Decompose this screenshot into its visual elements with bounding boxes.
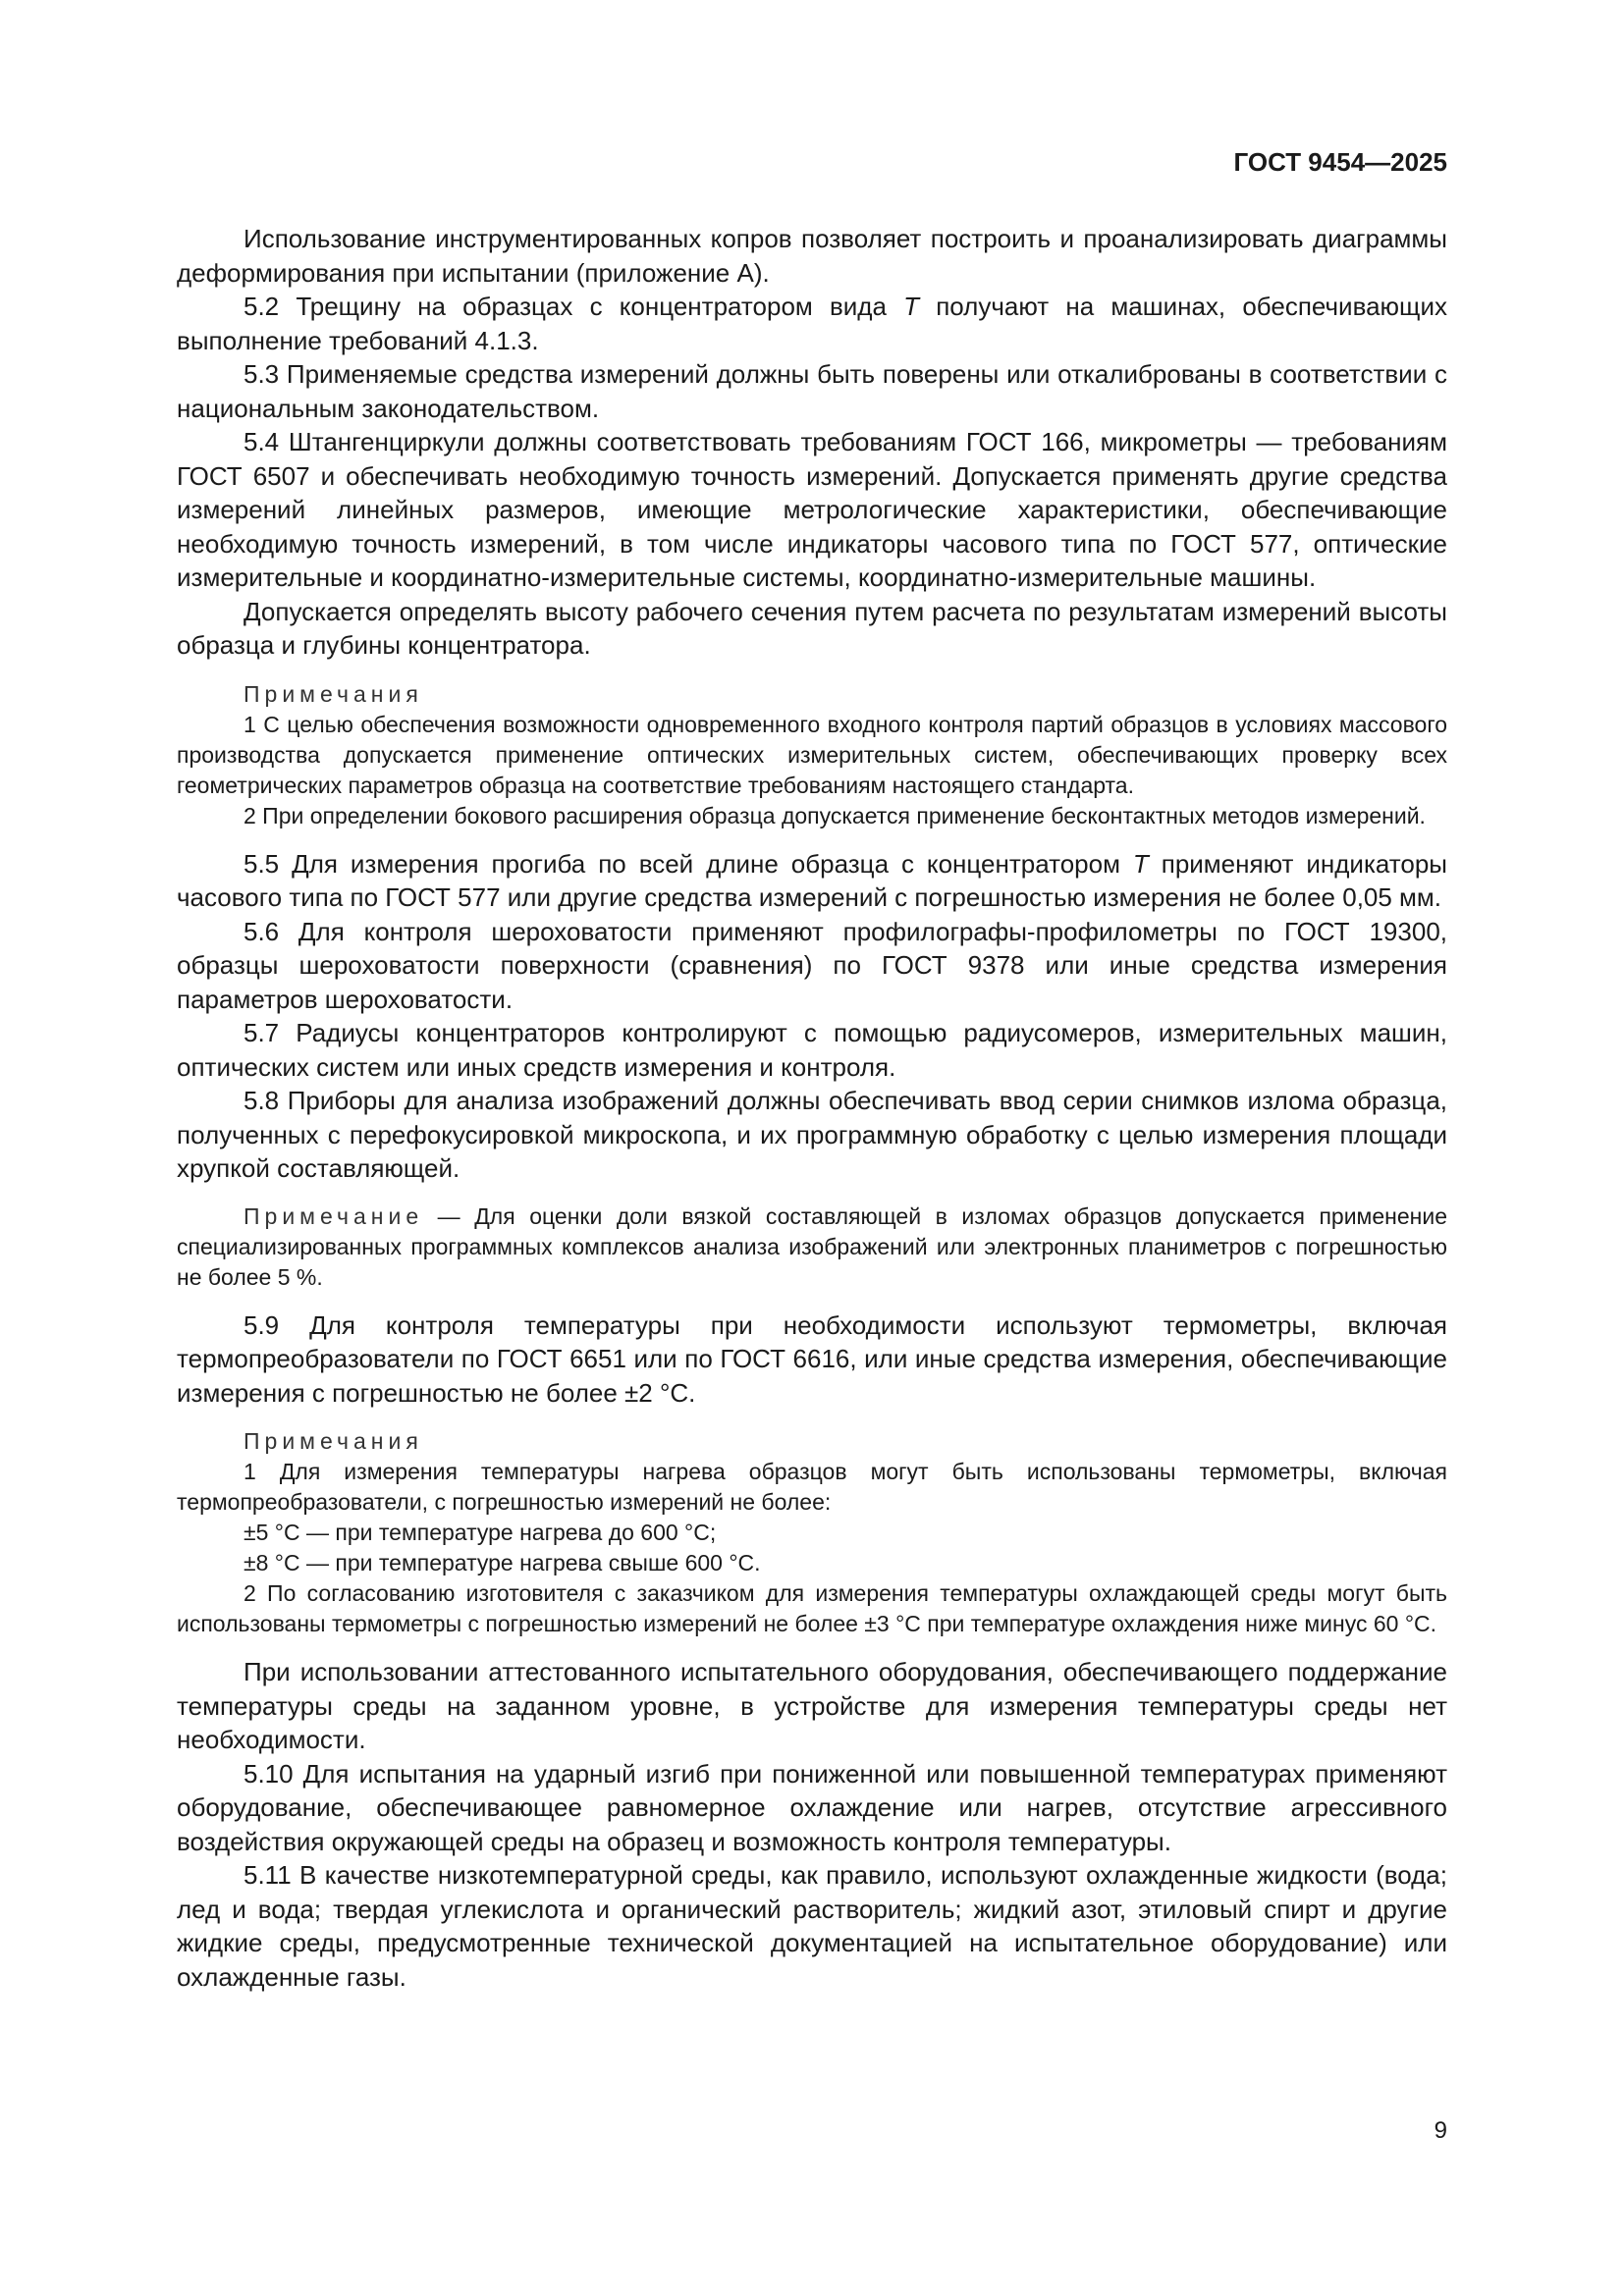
paragraph-5-2-part-a: 5.2 Трещину на образцах с концентратором вида — [244, 292, 904, 321]
paragraph-5-4: 5.4 Штангенциркули должны соответствовать требованиям ГОСТ 166, микрометры — требованиям ГОСТ 6507 и обеспечивать необходимую точность измерений. Допускается применять другие средства измерений линейных размеров, имеющие метрологические характеристики, обеспечивающие необходимую точность измерений, в том числе индикаторы часового типа по ГОСТ 577, оптические измерительные и координатно-измерительные системы, координатно-измерительные машины. — [177, 427, 1447, 592]
paragraph-5-5 — [177, 847, 1447, 915]
paragraph-5-2 — [177, 290, 1447, 357]
paragraph-5-5-part-b: применяют индикаторы часового типа по ГОСТ 577 или другие средства измерений с погрешностью измерения не более 0,05 мм. — [177, 848, 1447, 912]
notes-title: Примечания — [244, 680, 423, 707]
document-id-header: ГОСТ 9454—2025 — [1233, 147, 1447, 177]
paragraph-certified-equipment: При использовании аттестованного испытательного оборудования, обеспечивающего поддержание температуры среды на заданном уровне, в устройстве для измерения температуры среды нет необходимости. — [177, 1657, 1447, 1754]
note-block-2 — [177, 1201, 1447, 1293]
paragraph-5-6: 5.6 Для контроля шероховатости применяют профилографы-профилометры по ГОСТ 19300, образцы шероховатости поверхности (сравнения) по ГОСТ 9378 или иные средства измерения параметров шероховатости. — [177, 916, 1447, 1014]
paragraph-5-2-notch-type: Т — [903, 292, 920, 321]
paragraph-5-3: 5.3 Применяемые средства измерений должны быть поверены или откалиброваны в соответствии с национальным законодательством. — [177, 359, 1447, 423]
paragraph-5-7: 5.7 Радиусы концентраторов контролируют с помощью радиусомеров, измерительных машин, оптических систем или иных средств измерения и контроля. — [177, 1018, 1447, 1082]
note-item-1: 1 С целью обеспечения возможности одновременного входного контроля партий образцов в условиях массового производства допускается применение оптических измерительных систем, обеспечивающих проверку всех геометрических параметров образца на соответствие требованиям настоящего стандарта. — [177, 711, 1447, 798]
paragraph-5-5-part-a: 5.5 Для измерения прогиба по всей длине образца с концентратором — [244, 848, 1133, 879]
paragraph-5-10: 5.10 Для испытания на ударный изгиб при пониженной или повышенной температурах применяют оборудование, обеспечивающее равномерное охлаждение или нагрев, отсутствие агрессивного воздействия окружающей среды на образец и возможность контроля температуры. — [177, 1758, 1447, 1856]
note-item-2: 2 При определении бокового расширения образца допускается применение бесконтактных методов измерений. — [244, 802, 1426, 828]
paragraph-5-11: 5.11 В качестве низкотемпературной среды, как правило, используют охлажденные жидкости (вода; лед и вода; твердая углекислота и органический растворитель; жидкий азот, этиловый спирт и другие жидкие среды, предусмотренные технической документацией на испытательное оборудование) или охлажденные газы. — [177, 1860, 1447, 1992]
notes-block-3 — [177, 1425, 1447, 1639]
page-number: 9 — [1434, 2117, 1447, 2144]
note-temp-item-2: 2 По согласованию изготовителя с заказчиком для измерения температуры охлаждающей среды могут быть использованы термометры с погрешностью измерений не более ±3 °С при температуре охлаждения ниже минус 60 °С. — [177, 1580, 1447, 1636]
paragraph-5-2-part-b: получают на машинах, обеспечивающих выполнение требований 4.1.3. — [177, 292, 1447, 355]
notes-block-1 — [177, 678, 1447, 831]
note-text: — Для оценки доли вязкой составляющей в изломах образцов допускается применение специализированных программных комплексов анализа изображений или электронных планиметров с погрешностью не более 5 %. — [177, 1202, 1447, 1290]
document-body — [177, 222, 1447, 1994]
note-temp-item-1: 1 Для измерения температуры нагрева образцов могут быть использованы термометры, включая термопреобразователи, с погрешностью измерений не более: — [177, 1459, 1447, 1515]
note-label: Примечание — [244, 1202, 424, 1229]
note-temp-item-1b: ±8 °С — при температуре нагрева свыше 600 °С. — [244, 1550, 761, 1575]
note-single — [177, 1201, 1447, 1293]
paragraph-5-8: 5.8 Приборы для анализа изображений должны обеспечивать ввод серии снимков излома образца, полученных с перефокусировкой микроскопа, и их программную обработку с целью измерения площади хрупкой составляющей. — [177, 1086, 1447, 1183]
paragraph-instrumented-pendulum: Использование инструментированных копров позволяет построить и проанализировать диаграммы деформирования при испытании (приложение А). — [177, 224, 1447, 288]
paragraph-5-9: 5.9 Для контроля температуры при необходимости используют термометры, включая термопреобразователи по ГОСТ 6651 или по ГОСТ 6616, или иные средства измерения, обеспечивающие измерения с погрешностью не более ±2 °С. — [177, 1309, 1447, 1408]
notes-title-temperature: Примечания — [244, 1428, 423, 1454]
paragraph-5-5-notch-type: Т — [1132, 848, 1149, 879]
paragraph-5-4-height: Допускается определять высоту рабочего сечения путем расчета по результатам измерений высоты образца и глубины концентратора. — [177, 596, 1447, 660]
note-temp-item-1a: ±5 °С — при температуре нагрева до 600 °С; — [244, 1520, 717, 1545]
